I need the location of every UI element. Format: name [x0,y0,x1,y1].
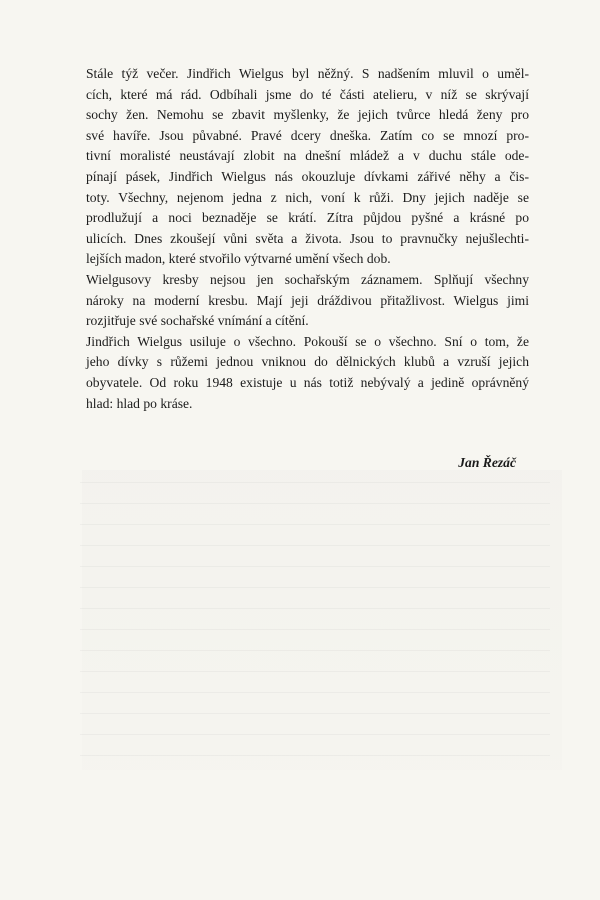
text-line: své havíře. Jsou půvabné. Pravé dcery dneška. Zatím co se mnozí pro- [86,127,529,143]
text-line: Wielgusovy kresby nejsou jen sochařským záznamem. Splňují všechny [86,271,529,287]
show-through-line [80,650,550,651]
text-line: prodlužují a noci beznaděje se krátí. Zítra půjdou pyšné a krásné po [86,210,529,226]
body-text [86,64,529,414]
show-through-line [80,692,550,693]
show-through-line [80,503,550,504]
show-through-line [80,482,550,483]
text-line: obyvatele. Od roku 1948 existuje u nás totiž nebývalý a jedině oprávněný [86,374,529,390]
show-through-line [80,755,550,756]
text-line: tivní moralisté neustávají zlobit na dnešní mládež a v duchu stále ode- [86,148,529,164]
author-signature: Jan Řezáč [458,455,516,470]
text-line: sochy žen. Nemohu se zbavit myšlenky, že jejich tvůrce hledá ženy pro [86,107,529,123]
show-through-line [80,545,550,546]
show-through-line [80,587,550,588]
text-line: jeho dívky s růžemi jednou vniknou do dělnických klubů a vzruší jejich [86,354,529,370]
text-line: pínají pásek, Jindřich Wielgus nás okouzluje dívkami zářivé něhy a čis- [86,168,529,184]
text-line: hlad: hlad po kráse. [86,395,193,411]
show-through-line [80,566,550,567]
show-through-line [80,671,550,672]
show-through-line [80,608,550,609]
show-through-line [80,713,550,714]
text-line: rozjitřuje své sochařské vnímání a cítění. [86,313,309,329]
text-line: ulicích. Dnes zkoušejí vůni světa a života. Jsou to pravnučky nejušlechti- [86,230,529,246]
text-line: cích, které má rád. Odbíhali jsme do té části atelieru, v níž se skrývají [86,86,529,102]
text-line: toty. Všechny, nejenom jedna z nich, voní k růži. Dny jejich naděje se [86,189,529,205]
show-through-line [80,629,550,630]
show-through-line [80,734,550,735]
text-line: Jindřich Wielgus usiluje o všechno. Pokouší se o všechno. Sní o tom, že [86,333,529,349]
text-line: Stále týž večer. Jindřich Wielgus byl něžný. S nadšením mluvil o uměl- [86,66,529,81]
show-through-line [80,524,550,525]
text-line: nároky na moderní kresbu. Mají jeji dráždivou přitažlivost. Wielgus jimi [86,292,529,308]
show-through-shading [82,470,562,770]
text-line: lejších madon, které stvořilo výtvarné umění všech dob. [86,251,391,267]
